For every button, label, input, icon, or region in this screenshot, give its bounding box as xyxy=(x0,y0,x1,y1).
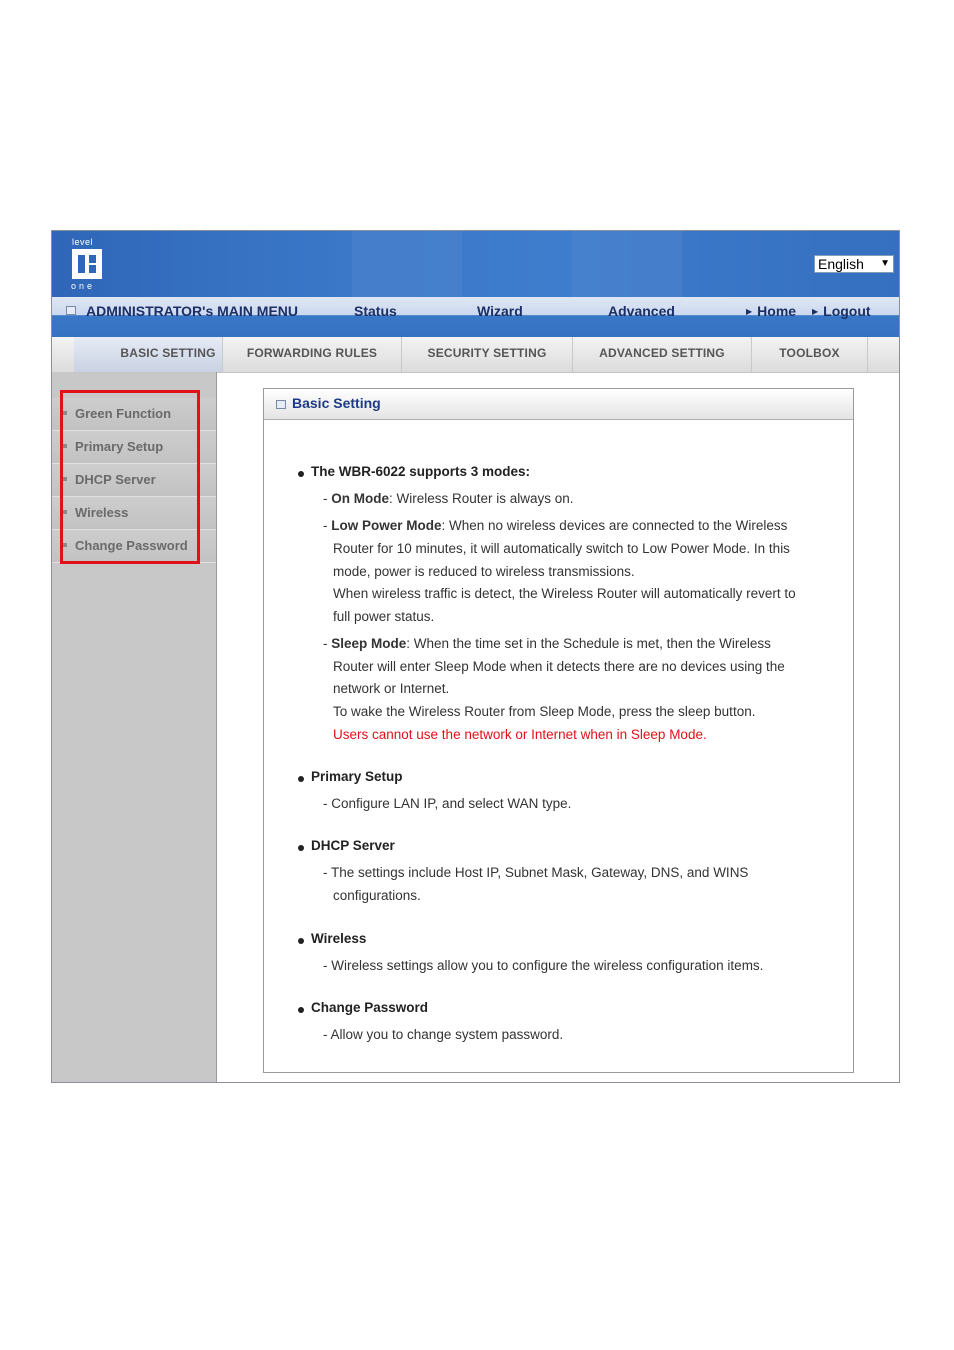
dhcp-heading: DHCP Server xyxy=(311,838,395,853)
panel-title: Basic Setting xyxy=(292,395,381,411)
sidebar xyxy=(52,372,217,1082)
sleep-warning: Users cannot use the network or Internet when in Sleep Mode. xyxy=(333,727,707,742)
tab-toolbox[interactable]: TOOLBOX xyxy=(752,337,868,372)
sleep-line-3: network or Internet. xyxy=(333,681,450,696)
sleep-mode-line: - Sleep Mode: When the time set in the Schedule is met, then the Wireless xyxy=(323,636,771,651)
primary-text: - Configure LAN IP, and select WAN type. xyxy=(323,796,572,811)
menu-advanced[interactable]: Advanced xyxy=(608,303,675,319)
banner-stripe xyxy=(352,231,462,297)
panel-header xyxy=(264,389,853,420)
bullet-icon xyxy=(298,845,304,851)
home-link[interactable]: ▶ Home xyxy=(746,303,797,319)
wireless-text: - Wireless settings allow you to configure the wireless configuration items. xyxy=(323,958,764,973)
banner xyxy=(52,231,899,297)
dhcp-text-2: configurations. xyxy=(333,888,421,903)
bullet-icon xyxy=(298,938,304,944)
tab-security-setting[interactable]: SECURITY SETTING xyxy=(402,337,573,372)
language-value: English xyxy=(818,256,864,272)
logout-link[interactable]: ▶ Logout xyxy=(812,303,871,319)
panel-square-icon xyxy=(276,400,286,409)
menu-square-icon xyxy=(66,306,76,315)
logo-text-bottom: one xyxy=(71,281,96,291)
modes-heading: The WBR-6022 supports 3 modes: xyxy=(311,464,531,479)
bullet-icon xyxy=(298,471,304,477)
low-power-line-5: full power status. xyxy=(333,609,435,624)
password-text: - Allow you to change system password. xyxy=(323,1027,564,1042)
dhcp-text: - The settings include Host IP, Subnet Mask, Gateway, DNS, and WINS xyxy=(323,865,749,880)
basic-setting-panel xyxy=(263,388,854,1073)
wireless-heading: Wireless xyxy=(311,931,367,946)
menu-wizard[interactable]: Wizard xyxy=(477,303,523,319)
sleep-line-4: To wake the Wireless Router from Sleep Mode, press the sleep button. xyxy=(333,704,756,719)
main-menu xyxy=(52,297,899,337)
sidebar-item-wireless[interactable]: Wireless xyxy=(52,497,216,530)
sidebar-item-green-function[interactable]: Green Function xyxy=(52,398,216,431)
sidebar-item-change-password[interactable]: Change Password xyxy=(52,530,216,563)
highlight-box xyxy=(60,390,200,564)
chevron-down-icon: ▼ xyxy=(880,258,890,269)
menu-status[interactable]: Status xyxy=(354,303,397,319)
levelone-logo xyxy=(70,237,108,291)
primary-heading: Primary Setup xyxy=(311,769,403,784)
on-mode-line: - On Mode: Wireless Router is always on. xyxy=(323,491,574,506)
sidebar-item-dhcp-server[interactable]: DHCP Server xyxy=(52,464,216,497)
logo-mark xyxy=(72,249,102,279)
sleep-line-2: Router will enter Sleep Mode when it detects there are no devices using the xyxy=(333,659,785,674)
low-power-line: - Low Power Mode: When no wireless devices are connected to the Wireless xyxy=(323,518,788,533)
tab-forwarding-rules[interactable]: FORWARDING RULES xyxy=(223,337,402,372)
password-heading: Change Password xyxy=(311,1000,429,1015)
low-power-line-2: Router for 10 minutes, it will automatically switch to Low Power Mode. In this xyxy=(333,541,790,556)
bullet-icon xyxy=(298,1007,304,1013)
arrow-right-icon: ▶ xyxy=(812,307,819,316)
language-select[interactable] xyxy=(814,255,894,273)
main-menu-title: ADMINISTRATOR's MAIN MENU xyxy=(86,303,299,319)
low-power-line-3: mode, power is reduced to wireless transmissions. xyxy=(333,564,635,579)
tab-basic-setting[interactable]: BASIC SETTING xyxy=(74,337,223,372)
tab-advanced-setting[interactable]: ADVANCED SETTING xyxy=(573,337,752,372)
sidebar-item-primary-setup[interactable]: Primary Setup xyxy=(52,431,216,464)
bullet-icon xyxy=(298,776,304,782)
tab-bar xyxy=(52,337,899,373)
banner-stripe xyxy=(572,231,682,297)
router-admin-window xyxy=(51,230,900,1083)
logo-text-top: level xyxy=(72,237,94,247)
arrow-right-icon: ▶ xyxy=(746,307,753,316)
low-power-line-4: When wireless traffic is detect, the Wireless Router will automatically revert to xyxy=(333,586,796,601)
